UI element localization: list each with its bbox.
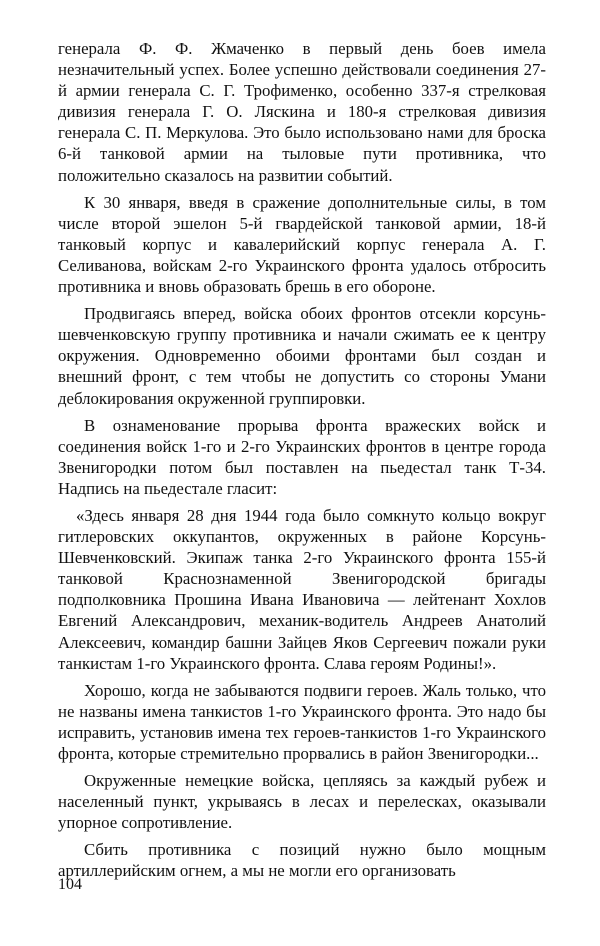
paragraph-4: В ознаменование прорыва фронта вражеских войск и соединения войск 1-го и 2-го Украинских фронтов в центре города Звенигородки потом был поставлен на пьедестал танк Т-34. Надпись на пьедестале гласит: [58, 415, 546, 498]
paragraph-3: Продвигаясь вперед, войска обоих фронтов отсекли корсунь-шевченковскую группу противника и начали сжимать ее к центру окружения. Одновременно обоими фронтами был создан и внешний фронт, с тем чтобы не допустить со стороны Умани деблокирования окруженной группировки. [58, 304, 546, 408]
quote-inscription: «Здесь января 28 дня 1944 года было сомкнуто кольцо вокруг гитлеровских оккупантов, окруженных в районе Корсунь-Шевченковский. Экипаж танка 2-го Украинского фронта 155-й танковой Краснознаменной Звенигородской бригады подполковника Прошина Ивана Ивановича — лейтенант Хохлов Евгений Александрович, механик-водитель Андреев Анатолий Алексеевич, командир башни Зайцев Яков Сергеевич пожали руки танкистам 1-го Украинского фронта. Слава героям Родины!». [58, 505, 546, 673]
page-body [58, 38, 546, 888]
paragraph-1: генерала Ф. Ф. Жмаченко в первый день боев имела незначительный успех. Более успешно действовали соединения 27-й армии генерала С. Г. Трофименко, особенно 337-я стрелковая дивизия генерала Г. О. Ляскина и 180-я стрелковая дивизия генерала С. П. Меркулова. Это было использовано нами для броска 6-й танковой армии на тыловые пути противника, что положительно сказалось на развитии событий. [58, 39, 546, 185]
page-number: 104 [58, 876, 82, 893]
paragraph-6: Хорошо, когда не забываются подвиги героев. Жаль только, что не названы имена танкистов 1-го Украинского фронта. Это надо бы исправить, установив имена тех героев-танкистов 1-го Украинского фронта, которые стремительно прорвались в район Звенигородки... [58, 680, 546, 763]
paragraph-2: К 30 января, введя в сражение дополнительные силы, в том числе второй эшелон 5-й гвардейской танковой армии, 18-й танковый корпус и кавалерийский корпус генерала А. Г. Селиванова, войскам 2-го Украинского фронта удалось отбросить противника и вновь образовать брешь в его обороне. [58, 192, 546, 297]
paragraph-8: Сбить противника с позиций нужно было мощным артиллерийским огнем, а мы не могли его организовать [58, 840, 546, 881]
paragraph-7: Окруженные немецкие войска, цепляясь за каждый рубеж и населенный пункт, укрываясь в лесах и перелесках, оказывали упорное сопротивление. [58, 771, 546, 833]
